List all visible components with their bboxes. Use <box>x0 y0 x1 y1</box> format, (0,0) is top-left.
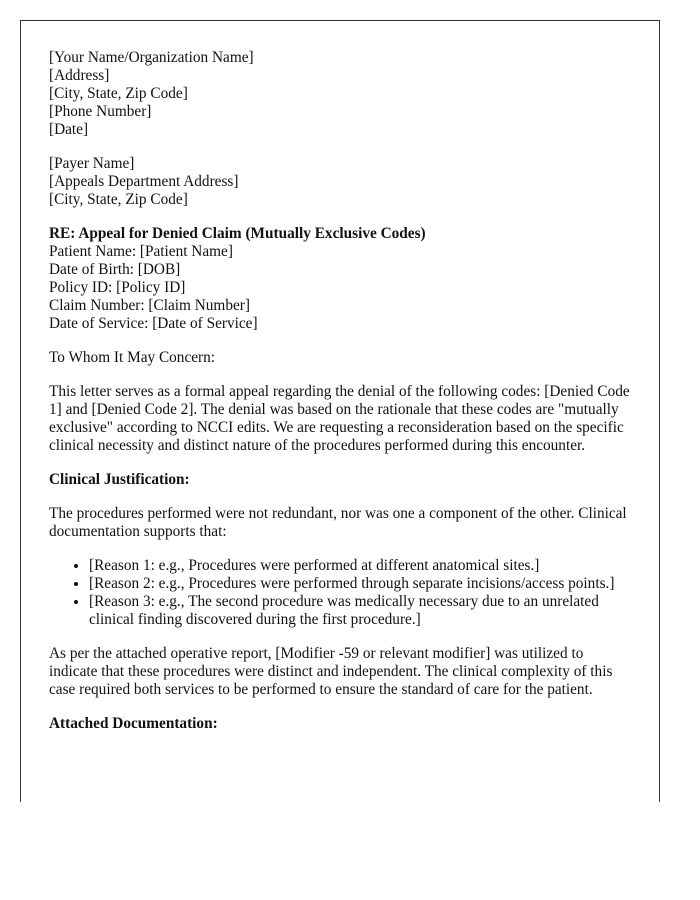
intro-paragraph: This letter serves as a formal appeal regarding the denial of the following codes: [Denied Code 1] and [Denied Code 2]. The denial was based on the rationale that these codes are "mutually exclusive" according to NCCI edits. We are requesting a reconsideration based on the specific clinical necessity and distinct nature of the procedures performed during this encounter. <box>49 383 630 454</box>
clinical-justification-heading: Clinical Justification: <box>49 471 190 488</box>
attached-documentation-heading: Attached Documentation: <box>49 715 218 732</box>
sender-date: [Date] <box>49 121 89 138</box>
salutation: To Whom It May Concern: <box>49 349 216 366</box>
claim-number: Claim Number: [Claim Number] <box>49 297 250 314</box>
document-viewport[interactable] <box>20 20 660 802</box>
payer-name: [Payer Name] <box>49 155 135 172</box>
reason-item: • [Reason 2: e.g., Procedures were performed through separate incisions/access points.] <box>89 575 634 593</box>
clinical-justification-paragraph: The procedures performed were not redundant, nor was one a component of the other. Clinical documentation supports that: <box>49 505 627 540</box>
sender-city-state-zip: [City, State, Zip Code] <box>49 85 188 102</box>
sender-name: [Your Name/Organization Name] <box>49 49 254 66</box>
sender-block <box>49 49 634 139</box>
date-of-service: Date of Service: [Date of Service] <box>49 315 258 332</box>
letter-page <box>20 20 660 802</box>
sender-address: [Address] <box>49 67 110 84</box>
letter-content <box>49 49 634 749</box>
recipient-city-state-zip: [City, State, Zip Code] <box>49 191 188 208</box>
reasons-list <box>49 557 634 629</box>
patient-name: Patient Name: [Patient Name] <box>49 243 233 260</box>
re-subject: RE: Appeal for Denied Claim (Mutually Exclusive Codes) <box>49 225 426 242</box>
modifier-paragraph: As per the attached operative report, [Modifier -59 or relevant modifier] was utilized to indicate that these procedures were distinct and independent. The clinical complexity of this case required both services to be performed to ensure the standard of care for the patient. <box>49 645 613 698</box>
sender-phone: [Phone Number] <box>49 103 152 120</box>
re-block <box>49 225 634 333</box>
policy-id: Policy ID: [Policy ID] <box>49 279 186 296</box>
reason-item: • [Reason 3: e.g., The second procedure was medically necessary due to an unrelated clinical finding discovered during the first procedure.] <box>89 593 634 629</box>
recipient-block <box>49 155 634 209</box>
date-of-birth: Date of Birth: [DOB] <box>49 261 181 278</box>
reason-item: • [Reason 1: e.g., Procedures were performed at different anatomical sites.] <box>89 557 634 575</box>
appeals-address: [Appeals Department Address] <box>49 173 239 190</box>
